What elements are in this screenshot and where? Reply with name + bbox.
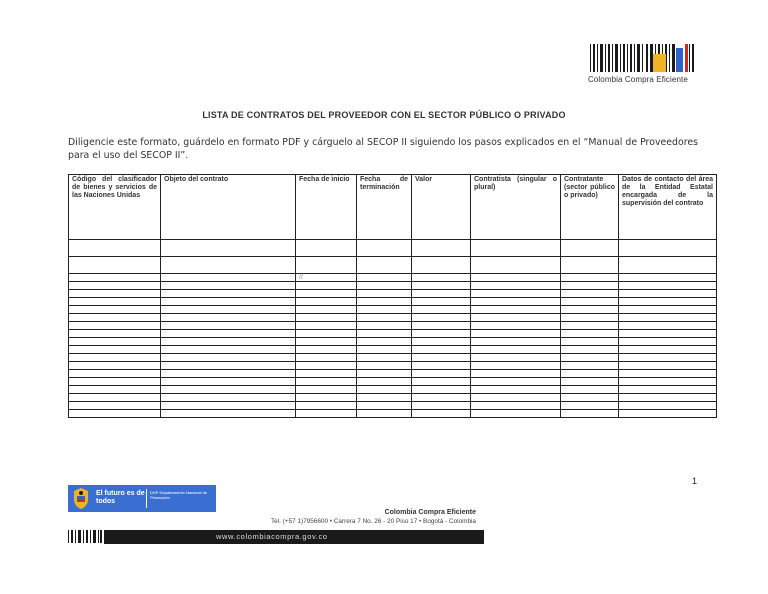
table-cell bbox=[561, 362, 619, 370]
table-cell bbox=[161, 257, 296, 274]
table-cell: // bbox=[296, 274, 357, 282]
table-cell bbox=[412, 362, 471, 370]
table-cell bbox=[619, 346, 717, 354]
table-cell bbox=[471, 257, 561, 274]
table-cell bbox=[561, 274, 619, 282]
table-cell bbox=[69, 362, 161, 370]
table-cell bbox=[619, 298, 717, 306]
column-header: Valor bbox=[412, 175, 471, 240]
table-cell bbox=[357, 402, 412, 410]
table-cell bbox=[471, 378, 561, 386]
table-cell bbox=[619, 394, 717, 402]
table-cell bbox=[471, 298, 561, 306]
table-cell bbox=[357, 282, 412, 290]
brand-text: Colombia Compra Eficiente bbox=[588, 75, 688, 84]
table-cell bbox=[619, 274, 717, 282]
table-cell bbox=[412, 394, 471, 402]
table-cell bbox=[412, 386, 471, 394]
badge-divider bbox=[146, 489, 147, 508]
column-header: Código del clasificador de bienes y servicios de las Naciones Unidas bbox=[69, 175, 161, 240]
table-cell bbox=[69, 306, 161, 314]
table-row bbox=[69, 240, 717, 257]
table-cell bbox=[619, 322, 717, 330]
table-cell bbox=[161, 346, 296, 354]
table-cell bbox=[471, 322, 561, 330]
table-cell bbox=[357, 394, 412, 402]
table-cell bbox=[357, 274, 412, 282]
table-cell bbox=[471, 346, 561, 354]
table-cell bbox=[357, 257, 412, 274]
table-cell bbox=[619, 362, 717, 370]
footer-contact: Tel. (+57 1)7956600 • Carrera 7 No. 26 - 20 Piso 17 • Bogotá - Colombia bbox=[270, 518, 476, 525]
table-cell bbox=[561, 410, 619, 418]
page-number: 1 bbox=[692, 476, 698, 486]
table-cell bbox=[561, 378, 619, 386]
colombia-compra-logo bbox=[588, 44, 698, 86]
table-cell bbox=[412, 330, 471, 338]
table-cell bbox=[357, 330, 412, 338]
table-cell bbox=[619, 338, 717, 346]
table-cell bbox=[69, 257, 161, 274]
table-cell bbox=[69, 274, 161, 282]
table-cell bbox=[561, 402, 619, 410]
table-row bbox=[69, 298, 717, 306]
table-cell bbox=[619, 290, 717, 298]
table-cell bbox=[619, 257, 717, 274]
table-cell bbox=[471, 402, 561, 410]
table-cell bbox=[561, 354, 619, 362]
table-cell bbox=[69, 282, 161, 290]
table-cell bbox=[296, 322, 357, 330]
table-cell bbox=[412, 240, 471, 257]
table-cell bbox=[561, 282, 619, 290]
table-cell bbox=[161, 362, 296, 370]
table-cell bbox=[471, 370, 561, 378]
footer-org-name: Colombia Compra Eficiente bbox=[384, 509, 476, 516]
table-row bbox=[69, 330, 717, 338]
table-cell bbox=[69, 290, 161, 298]
table-cell bbox=[561, 370, 619, 378]
table-cell bbox=[357, 240, 412, 257]
table-cell bbox=[561, 314, 619, 322]
table-row bbox=[69, 322, 717, 330]
table-cell bbox=[296, 306, 357, 314]
barcode-logo-icon bbox=[590, 44, 696, 72]
table-cell bbox=[296, 346, 357, 354]
table-cell bbox=[357, 322, 412, 330]
table-cell bbox=[296, 257, 357, 274]
table-cell bbox=[161, 338, 296, 346]
table-cell bbox=[357, 354, 412, 362]
table-row bbox=[69, 378, 717, 386]
column-header: Fecha de terminación bbox=[357, 175, 412, 240]
table-row bbox=[69, 314, 717, 322]
contracts-table bbox=[68, 174, 717, 418]
table-cell bbox=[561, 346, 619, 354]
column-header: Fecha de inicio bbox=[296, 175, 357, 240]
coat-of-arms-icon bbox=[72, 488, 90, 509]
table-cell bbox=[296, 240, 357, 257]
table-cell bbox=[296, 410, 357, 418]
table-row bbox=[69, 362, 717, 370]
column-header: Objeto del contrato bbox=[161, 175, 296, 240]
table-cell bbox=[161, 378, 296, 386]
table-cell bbox=[619, 386, 717, 394]
table-row bbox=[69, 290, 717, 298]
slogan-text: El futuro es de todos bbox=[96, 490, 145, 505]
table-cell bbox=[357, 362, 412, 370]
table-cell bbox=[69, 378, 161, 386]
footer-url: www.colombiacompra.gov.co bbox=[216, 532, 328, 541]
footer-barcode-icon bbox=[68, 530, 102, 543]
table-cell bbox=[161, 240, 296, 257]
table-cell bbox=[69, 410, 161, 418]
table-cell bbox=[471, 290, 561, 298]
column-header: Contratista (singular o plural) bbox=[471, 175, 561, 240]
table-cell bbox=[412, 402, 471, 410]
footer-band bbox=[104, 530, 484, 544]
table-cell bbox=[412, 290, 471, 298]
table-cell bbox=[357, 306, 412, 314]
table-cell bbox=[357, 338, 412, 346]
table-cell bbox=[561, 257, 619, 274]
table-row bbox=[69, 338, 717, 346]
table-row bbox=[69, 257, 717, 274]
table-cell bbox=[69, 386, 161, 394]
table-cell bbox=[161, 330, 296, 338]
table-cell bbox=[412, 274, 471, 282]
table-cell bbox=[69, 354, 161, 362]
table-row bbox=[69, 370, 717, 378]
table-cell bbox=[619, 378, 717, 386]
table-body bbox=[69, 240, 717, 418]
table-cell bbox=[296, 314, 357, 322]
table-cell bbox=[471, 274, 561, 282]
table-cell bbox=[471, 362, 561, 370]
table-cell bbox=[471, 314, 561, 322]
table-cell bbox=[561, 306, 619, 314]
table-cell bbox=[561, 298, 619, 306]
table-cell bbox=[69, 298, 161, 306]
table-cell bbox=[69, 240, 161, 257]
table-cell bbox=[357, 314, 412, 322]
table-cell bbox=[619, 402, 717, 410]
table-cell bbox=[619, 354, 717, 362]
table-cell bbox=[69, 322, 161, 330]
table-cell bbox=[561, 240, 619, 257]
table-cell bbox=[561, 330, 619, 338]
table-cell bbox=[69, 330, 161, 338]
table-cell bbox=[69, 314, 161, 322]
table-cell bbox=[412, 370, 471, 378]
table-cell bbox=[561, 394, 619, 402]
table-cell bbox=[412, 354, 471, 362]
table-cell bbox=[619, 282, 717, 290]
table-cell bbox=[161, 394, 296, 402]
table-cell bbox=[161, 306, 296, 314]
table-cell bbox=[69, 394, 161, 402]
table-cell bbox=[161, 386, 296, 394]
table-cell bbox=[471, 306, 561, 314]
table-cell bbox=[357, 370, 412, 378]
table-cell bbox=[561, 338, 619, 346]
table-cell bbox=[412, 378, 471, 386]
table-cell bbox=[471, 410, 561, 418]
table-cell bbox=[412, 314, 471, 322]
table-cell bbox=[69, 338, 161, 346]
table-cell bbox=[296, 402, 357, 410]
table-cell bbox=[619, 306, 717, 314]
table-cell bbox=[357, 298, 412, 306]
table-cell bbox=[161, 314, 296, 322]
table-cell bbox=[161, 410, 296, 418]
table-cell bbox=[357, 290, 412, 298]
table-cell bbox=[69, 370, 161, 378]
table-cell bbox=[296, 298, 357, 306]
table-cell bbox=[471, 240, 561, 257]
table-cell bbox=[412, 282, 471, 290]
table-cell bbox=[561, 386, 619, 394]
table-cell bbox=[471, 394, 561, 402]
table-cell bbox=[357, 378, 412, 386]
table-cell bbox=[412, 298, 471, 306]
table-cell bbox=[412, 257, 471, 274]
table-cell bbox=[161, 274, 296, 282]
dnp-text: DNP Departamento Nacional de Planeación bbox=[150, 490, 208, 500]
table-cell bbox=[296, 394, 357, 402]
table-cell bbox=[296, 338, 357, 346]
table-cell bbox=[69, 346, 161, 354]
table-row bbox=[69, 274, 717, 282]
document-title: LISTA DE CONTRATOS DEL PROVEEDOR CON EL SECTOR PÚBLICO O PRIVADO bbox=[202, 110, 566, 120]
table-cell bbox=[619, 410, 717, 418]
table-header-row bbox=[69, 175, 717, 240]
table-cell bbox=[296, 378, 357, 386]
table-cell bbox=[296, 386, 357, 394]
table-cell bbox=[161, 298, 296, 306]
table-row bbox=[69, 354, 717, 362]
table-cell bbox=[296, 370, 357, 378]
table-row bbox=[69, 402, 717, 410]
table-row bbox=[69, 386, 717, 394]
table-cell bbox=[412, 338, 471, 346]
table-row bbox=[69, 346, 717, 354]
table-cell bbox=[412, 322, 471, 330]
table-cell bbox=[357, 346, 412, 354]
table-cell bbox=[412, 306, 471, 314]
table-cell bbox=[296, 290, 357, 298]
table-cell bbox=[357, 386, 412, 394]
table-cell bbox=[69, 402, 161, 410]
document-instructions: Diligencie este formato, guárdelo en formato PDF y cárguelo al SECOP II siguiendo los pasos explicados en el “Manual de Proveedores para el uso del SECOP II”. bbox=[68, 137, 699, 161]
table-row bbox=[69, 306, 717, 314]
table-cell bbox=[161, 322, 296, 330]
table-cell bbox=[357, 410, 412, 418]
table-cell bbox=[296, 354, 357, 362]
table-cell bbox=[412, 346, 471, 354]
table-cell bbox=[161, 282, 296, 290]
table-row bbox=[69, 410, 717, 418]
table-cell bbox=[161, 402, 296, 410]
table-cell bbox=[161, 290, 296, 298]
table-cell bbox=[471, 354, 561, 362]
table-cell bbox=[619, 314, 717, 322]
government-badge bbox=[68, 485, 216, 512]
table-cell bbox=[471, 330, 561, 338]
table-row bbox=[69, 394, 717, 402]
table-cell bbox=[619, 240, 717, 257]
column-header: Datos de contacto del área de la Entidad Estatal encargada de la supervisión del contrato bbox=[619, 175, 717, 240]
table-cell bbox=[296, 330, 357, 338]
table-cell bbox=[161, 354, 296, 362]
table-cell bbox=[471, 282, 561, 290]
table-cell bbox=[161, 370, 296, 378]
table-cell bbox=[471, 386, 561, 394]
table-cell bbox=[412, 410, 471, 418]
table-cell bbox=[296, 282, 357, 290]
table-cell bbox=[619, 370, 717, 378]
table-cell bbox=[561, 290, 619, 298]
table-cell bbox=[296, 362, 357, 370]
table-cell bbox=[471, 338, 561, 346]
table-row bbox=[69, 282, 717, 290]
column-header: Contratante (sector público o privado) bbox=[561, 175, 619, 240]
table-cell bbox=[561, 322, 619, 330]
table-cell bbox=[619, 330, 717, 338]
